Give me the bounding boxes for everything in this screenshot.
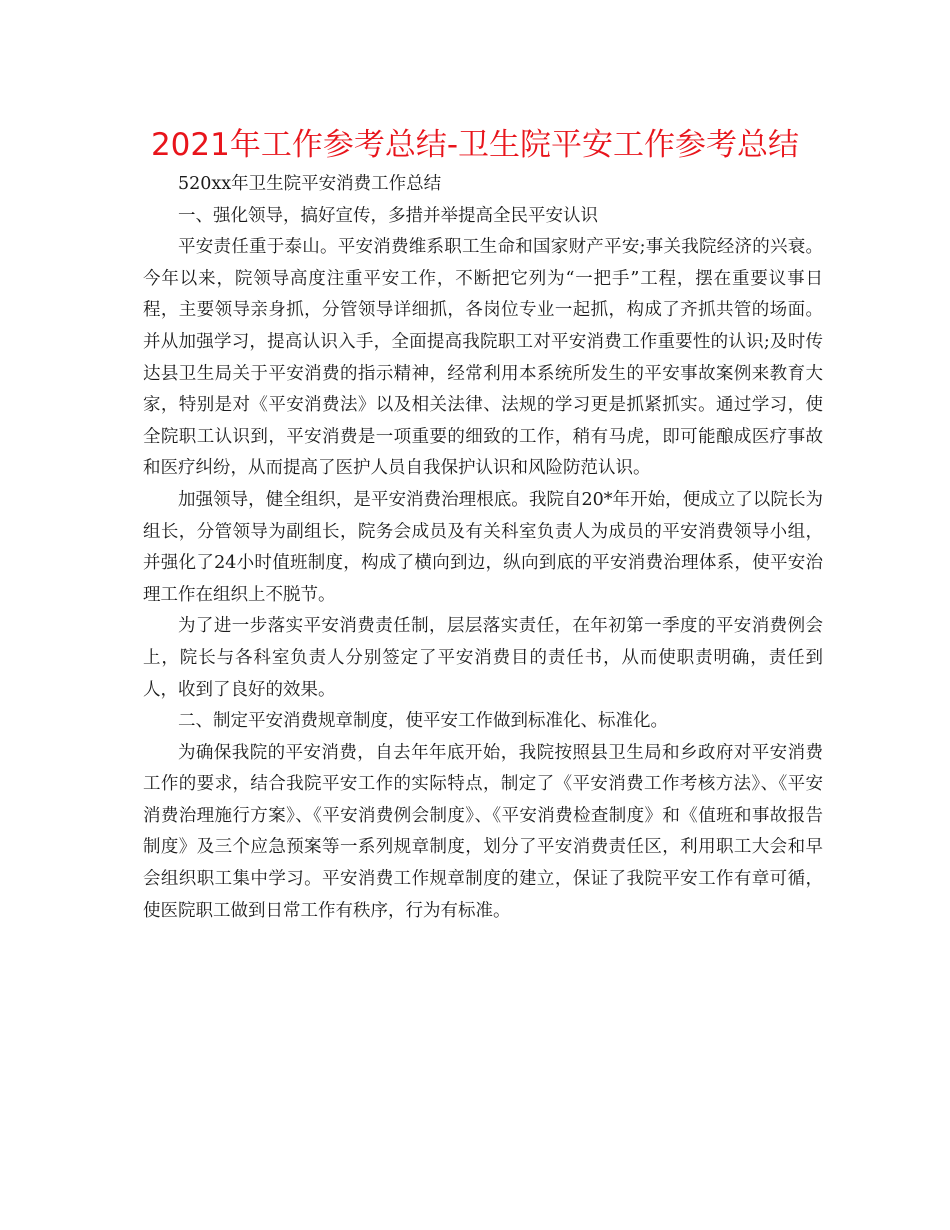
paragraph: 为了进一步落实平安消费责任制，层层落实责任，在年初第一季度的平安消费例会上，院长与各科室负责人分别签定了平安消费目的责任书，从而使职责明确，责任到人，收到了良好的效果。 <box>143 616 823 700</box>
document-title: 2021年工作参考总结-卫生院平安工作参考总结 <box>150 127 800 163</box>
paragraph-heading-2: 二、制定平安消费规章制度，使平安工作做到标准化、标准化。 <box>178 711 668 732</box>
paragraph-heading-1: 一、强化领导，搞好宣传，多措并举提高全民平安认识 <box>178 205 598 226</box>
paragraph: 为确保我院的平安消费，自去年年底开始，我院按照县卫生局和乡政府对平安消费工作的要求，结合我院平安工作的实际特点，制定了《平安消费工作考核方法》、《平安消费治理施行方案》、《平安消费例会制度》、《平安消费检查制度》和《值班和事故报告制度》及三个应急预案等一系列规章制度，划分了平安消费责任区，利用职工大会和早会组织职工集中学习。平安消费工作规章制度的建立，保证了我院平安工作有章可循，使医院职工做到日常工作有秩序，行为有标准。 <box>143 742 823 921</box>
document-body <box>143 169 823 927</box>
paragraph: 加强领导，健全组织，是平安消费治理根底。我院自20*年开始，便成立了以院长为组长，分管领导为副组长，院务会成员及有关科室负责人为成员的平安消费领导小组，并强化了24小时值班制度，构成了横向到边，纵向到底的平安消费治理体系，使平安治理工作在组织上不脱节。 <box>143 489 823 605</box>
paragraph: 平安责任重于泰山。平安消费维系职工生命和国家财产平安;事关我院经济的兴衰。今年以来，院领导高度注重平安工作，不断把它列为“一把手”工程，摆在重要议事日程，主要领导亲身抓，分管领导详细抓，各岗位专业一起抓，构成了齐抓共管的场面。并从加强学习，提高认识入手，全面提高我院职工对平安消费工作重要性的认识;及时传达县卫生局关于平安消费的指示精神，经常利用本系统所发生的平安事故案例来教育大家，特别是对《平安消费法》以及相关法律、法规的学习更是抓紧抓实。通过学习，使全院职工认识到，平安消费是一项重要的细致的工作，稍有马虎，即可能酿成医疗事故和医疗纠纷，从而提高了医护人员自我保护认识和风险防范认识。 <box>143 237 823 479</box>
paragraph-subtitle: 520xx年卫生院平安消费工作总结 <box>178 174 442 194</box>
